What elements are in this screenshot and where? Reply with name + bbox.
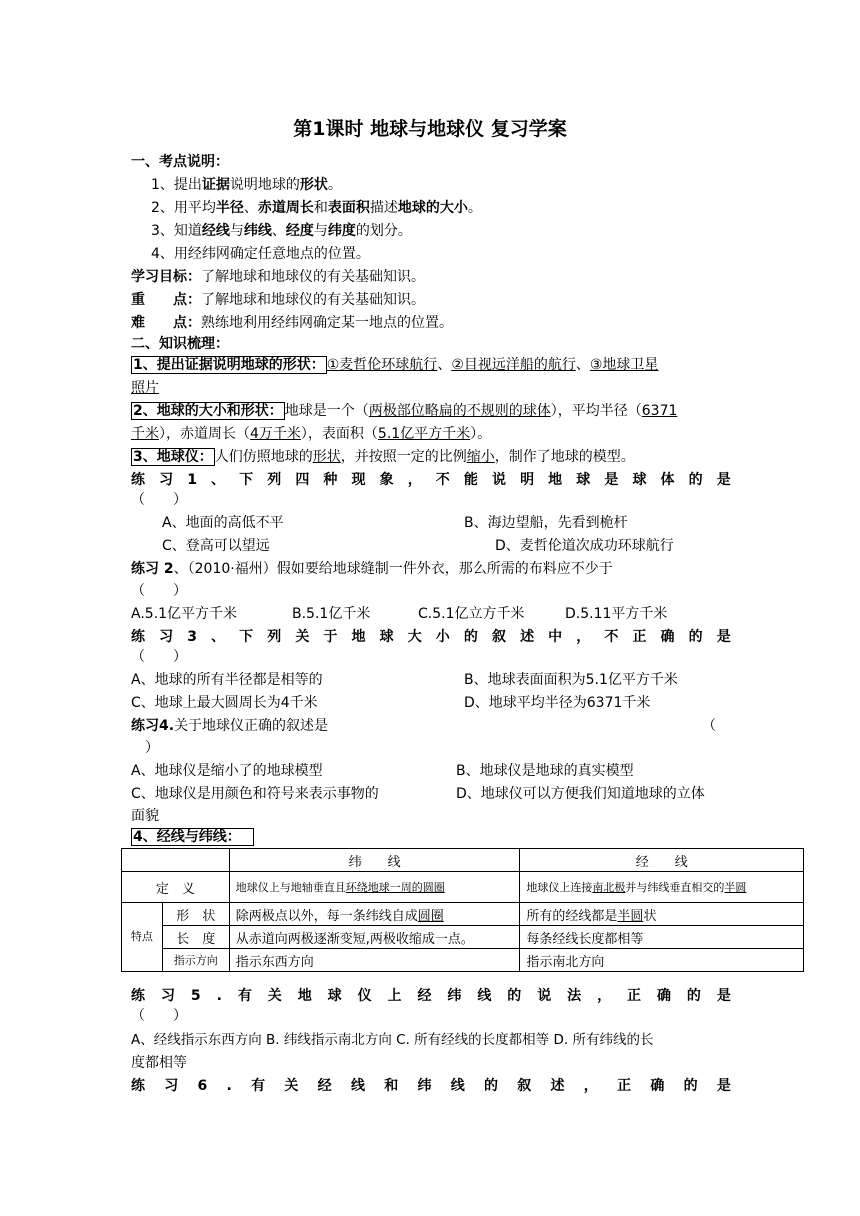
- table-row: [122, 849, 804, 872]
- knowledge-1: 1、提出证据说明地球的形状： ①麦哲伦环球航行、②目视远洋船的航行、③地球卫星: [133, 357, 659, 373]
- exercise-3-option-b: B、地球表面面积为5.1亿平方千米: [464, 672, 678, 688]
- cell-definition-longitude: 地球仪上连接南北极并与纬线垂直相交的半圆: [520, 872, 804, 903]
- knowledge-2-label: 2、地球的大小和形状：: [133, 403, 283, 419]
- cell-length-latitude: 从赤道向两极逐渐变短,两极收缩成一点。: [229, 926, 520, 949]
- table-row: [122, 949, 804, 972]
- knowledge-1-label: 1、提出证据说明地球的形状：: [133, 357, 325, 373]
- exercise-6-stem: 练 习 6 . 有 关 经 线 和 纬 线 的 叙 述 ， 正 确 的 是: [131, 1078, 731, 1094]
- row-label-length: 长 度: [162, 926, 229, 949]
- objective-item-1: 1、提出证据说明地球的形状。: [151, 177, 342, 193]
- table-corner-cell: [122, 849, 230, 872]
- exercise-5-stem: 练 习 5 . 有 关 地 球 仪 上 经 纬 线 的 说 法 ， 正 确 的 是: [131, 988, 731, 1004]
- exercise-3-option-c: C、地球上最大圆周长为4千米: [131, 695, 318, 711]
- cell-direction-longitude: 指示南北方向: [520, 949, 804, 972]
- exercise-3-option-d: D、地球平均半径为6371千米: [464, 695, 651, 711]
- row-label-shape: 形 状: [162, 903, 229, 926]
- cell-definition-latitude: 地球仪上与地轴垂直且环绕地球一周的圆圈: [229, 872, 520, 903]
- exercise-2-paren: （ ）: [131, 583, 187, 599]
- exercise-4-option-c-cont: 面貌: [131, 808, 159, 824]
- objective-item-2: 2、用平均半径、赤道周长和表面积描述地球的大小。: [151, 200, 482, 216]
- exercise-2-option-b: B.5.1亿千米: [292, 606, 371, 622]
- knowledge-2: 2、地球的大小和形状： 地球是一个（两极部位略扁的不规则的球体），平均半径（6371: [133, 403, 678, 419]
- page-title: 第1课时 地球与地球仪 复习学案: [293, 118, 567, 140]
- exercise-5-options: A、经线指示东西方向 B. 纬线指示南北方向 C. 所有经线的长度都相等 D. 所有纬线的长: [131, 1032, 654, 1048]
- exercise-1-paren: （ ）: [131, 492, 187, 508]
- exercise-1-option-c: C、登高可以望远: [162, 538, 270, 554]
- knowledge-3-label: 3、地球仪：: [133, 449, 213, 465]
- exercise-4-option-a: A、地球仪是缩小了的地球模型: [131, 763, 323, 779]
- exercise-4-option-c: C、地球仪是用颜色和符号来表示事物的: [131, 786, 379, 802]
- exercise-3-stem: 练 习 3 、 下 列 关 于 地 球 大 小 的 叙 述 中 ， 不 正 确 的 是: [131, 629, 731, 645]
- table-row: [122, 926, 804, 949]
- cell-shape-longitude: 所有的经线都是半圆状: [520, 903, 804, 926]
- exercise-5-options-cont: 度都相等: [131, 1055, 187, 1071]
- exercise-5-paren: （ ）: [131, 1008, 187, 1024]
- knowledge-4-label: 4、经线与纬线：: [131, 828, 254, 846]
- exercise-1-stem: 练 习 1 、 下 列 四 种 现 象 ， 不 能 说 明 地 球 是 球 体 的 是: [131, 472, 731, 488]
- learning-goal: 学习目标：了解地球和地球仪的有关基础知识。: [131, 269, 425, 285]
- cell-direction-latitude: 指示东西方向: [229, 949, 520, 972]
- table-row: [122, 872, 804, 903]
- key-point: 重 点：了解地球和地球仪的有关基础知识。: [131, 292, 425, 308]
- objective-item-3: 3、知道经线与纬线、经度与纬度的划分。: [151, 223, 412, 239]
- table-header-longitude: 经 线: [520, 849, 804, 872]
- exercise-4-option-b: B、地球仪是地球的真实模型: [456, 763, 634, 779]
- exercise-1-option-b: B、海边望船，先看到桅杆: [464, 515, 628, 531]
- exercise-2-option-a: A.5.1亿平方千米: [131, 606, 238, 622]
- exercise-2-option-d: D.5.11平方千米: [565, 606, 668, 622]
- exercise-4-paren-open: （: [702, 718, 716, 734]
- exercise-3-paren: （ ）: [131, 649, 187, 665]
- section-heading-1: 一、考点说明：: [131, 154, 229, 170]
- section-heading-2: 二、知识梳理：: [131, 336, 229, 352]
- table-row: [122, 903, 804, 926]
- exercise-1-option-a: A、地面的高低不平: [162, 515, 284, 531]
- exercise-3-option-a: A、地球的所有半径都是相等的: [131, 672, 323, 688]
- table-header-latitude: 纬 线: [229, 849, 520, 872]
- exercise-2-stem: 练习 2、（2010·福州）假如要给地球缝制一件外衣，那么所需的布料应不少于: [131, 561, 613, 577]
- exercise-1-option-d: D、麦哲伦道次成功环球航行: [495, 538, 674, 554]
- knowledge-2-cont: 千米），赤道周长（4万千米），表面积（5.1亿平方千米）。: [131, 426, 492, 442]
- cell-length-longitude: 每条经线长度都相等: [520, 926, 804, 949]
- knowledge-3: 3、地球仪： 人们仿照地球的形状，并按照一定的比例缩小，制作了地球的模型。: [133, 449, 635, 465]
- row-label-direction: 指示方向: [162, 949, 229, 972]
- knowledge-1-cont: 照片: [131, 380, 159, 396]
- difficult-point: 难 点：熟练地利用经纬网确定某一地点的位置。: [131, 315, 453, 331]
- row-label-definition: 定 义: [122, 872, 230, 903]
- objective-item-4: 4、用经纬网确定任意地点的位置。: [151, 246, 370, 262]
- exercise-4-paren-close: ）: [145, 740, 159, 756]
- knowledge-4: [131, 826, 731, 849]
- exercise-4-stem: 练习4.关于地球仪正确的叙述是: [131, 718, 329, 734]
- exercise-2-option-c: C.5.1亿立方千米: [418, 606, 525, 622]
- cell-shape-latitude: 除两极点以外，每一条纬线自成圆圈: [229, 903, 520, 926]
- latitude-longitude-table: [121, 848, 804, 972]
- exercise-4-option-d: D、地球仪可以方便我们知道地球的立体: [456, 786, 705, 802]
- row-group-label-features: 特点: [122, 903, 163, 972]
